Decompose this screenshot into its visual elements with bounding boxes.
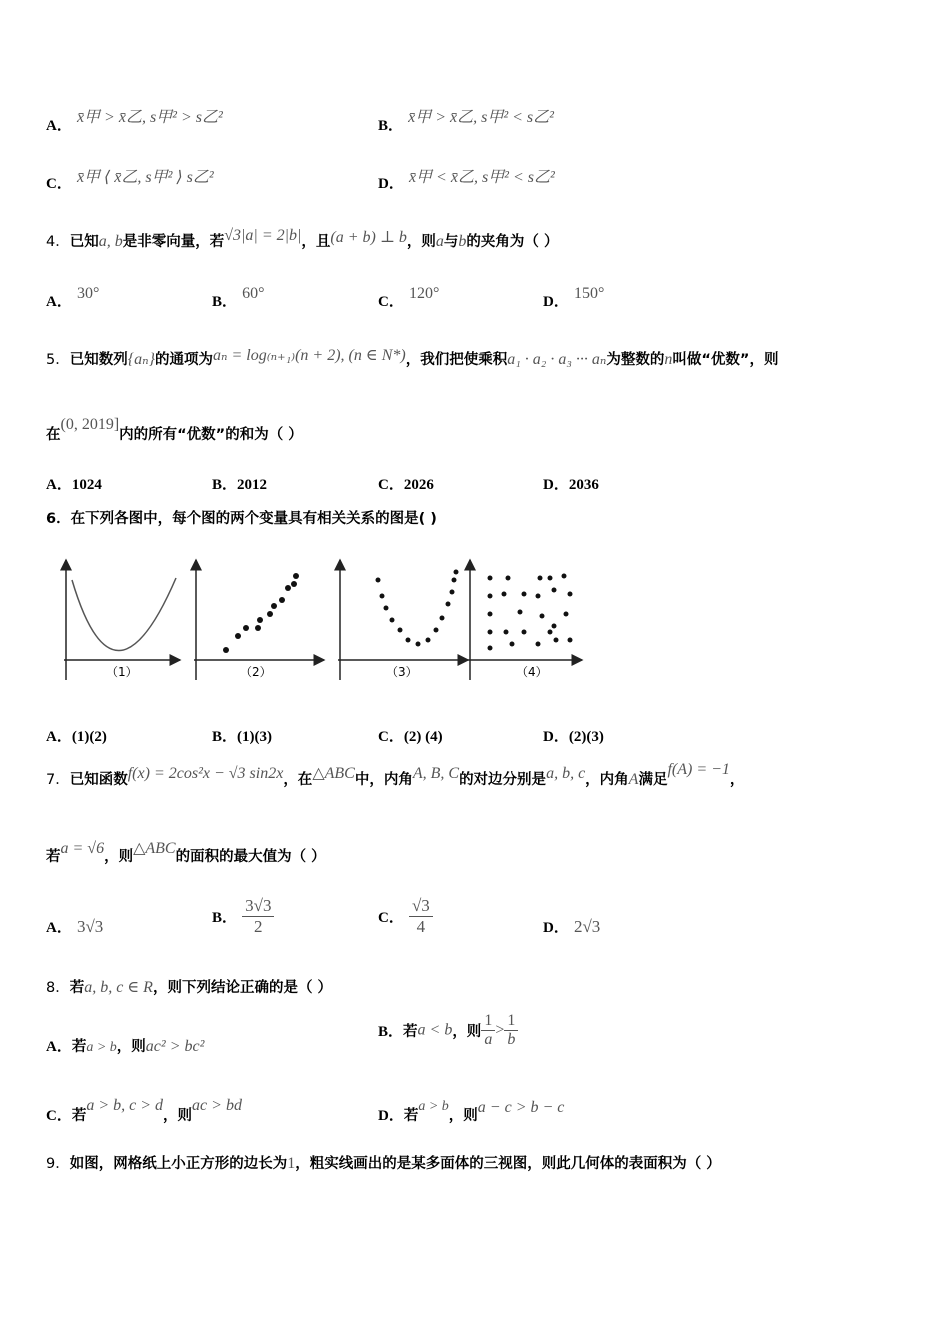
figure-4-caption: （4） <box>516 665 548 679</box>
figure-2 <box>194 560 324 680</box>
figure-4 <box>468 560 582 680</box>
q6-option-d: D．(2)(3) <box>543 729 604 745</box>
q3-option-b: B． x̄甲 > x̄乙, s甲² < s乙² <box>378 109 554 134</box>
question-5-line-2: 在(0, 2019]内的所有“优数”的和为（ ） <box>46 416 303 443</box>
question-8: 8．若a, b, c ∈ R，则下列结论正确的是（ ） <box>46 979 333 996</box>
q3-option-c: C． x̄甲 ⟨ x̄乙, s甲² ⟩ s乙² <box>46 169 214 192</box>
q4-option-b: B． 60° <box>212 285 265 310</box>
question-5: 5．已知数列{aₙ}的通项为aₙ = log₍ₙ₊₁₎(n + 2), (n ∈ N*)，我们把使乘积a₁ · a₂ · a₃ ··· aₙ为整数的n叫做“优数”，则 <box>46 347 779 368</box>
figure-1-caption: （1） <box>106 665 138 679</box>
q8-option-b: B．若a < b，则 $\frac{1}{a}$ > $\frac{1}{b}$ <box>378 1012 518 1049</box>
q5-option-a: A．1024 <box>46 477 102 493</box>
q3-option-a: A． x̄甲 > x̄乙, s甲² > s乙² <box>46 109 223 134</box>
q6-option-c: C．(2) (4) <box>378 729 443 745</box>
q5-option-b: B．2012 <box>212 477 268 493</box>
question-7: 7．已知函数f(x) = 2cos²x − √3 sin2x，在△ABC中，内角A, B, C的对边分别是a, b, c，内角A满足f(A) = −1， <box>46 761 745 788</box>
q5-option-d: D．2036 <box>543 477 599 493</box>
q4-option-c: C． 120° <box>378 285 440 310</box>
question-6: 6．在下列各图中，每个图的两个变量具有相关关系的图是( ) <box>46 511 437 527</box>
q4-option-d: D． 150° <box>543 285 605 310</box>
q7-option-d: D． 2√3 <box>543 917 601 936</box>
figure-3-caption: （3） <box>386 665 418 679</box>
q7-option-a: A． 3√3 <box>46 917 104 936</box>
question-9: 9．如图，网格纸上小正方形的边长为1，粗实线画出的是某多面体的三视图，则此几何体的表面积为（ ） <box>46 1155 721 1172</box>
figure-2-caption: （2） <box>240 665 272 679</box>
q5-option-c: C．2026 <box>378 477 434 493</box>
q3-option-a-expr: x̄甲 > x̄乙, s甲² > s乙² <box>76 109 223 126</box>
figure-3 <box>338 560 468 680</box>
q8-option-a: A．若a > b，则ac² > bc² <box>46 1038 205 1055</box>
q6-figures <box>58 552 588 687</box>
q3-option-d: D． x̄甲 < x̄乙, s甲² < s乙² <box>378 169 555 192</box>
q8-option-c: C．若a > b, c > d，则ac > bd <box>46 1097 242 1124</box>
question-4: 4．已知a, b是非零向量，若√3|a| = 2|b|，且(a + b) ⊥ b，则a与b的夹角为（ ） <box>46 227 559 250</box>
q7-option-c: C． $\frac{√3}{4}$ <box>378 896 433 937</box>
q7-option-b: B． $\frac{3√3}{2}$ <box>212 896 274 937</box>
q4-option-a: A． 30° <box>46 285 100 310</box>
q8-option-d: D．若a > b，则a − c > b − c <box>378 1099 565 1124</box>
question-7-line-2: 若a = √6，则△ABC的面积的最大值为（ ） <box>46 840 326 865</box>
q6-option-b: B．(1)(3) <box>212 729 272 745</box>
figure-1 <box>64 560 180 680</box>
q6-option-a: A．(1)(2) <box>46 729 107 745</box>
